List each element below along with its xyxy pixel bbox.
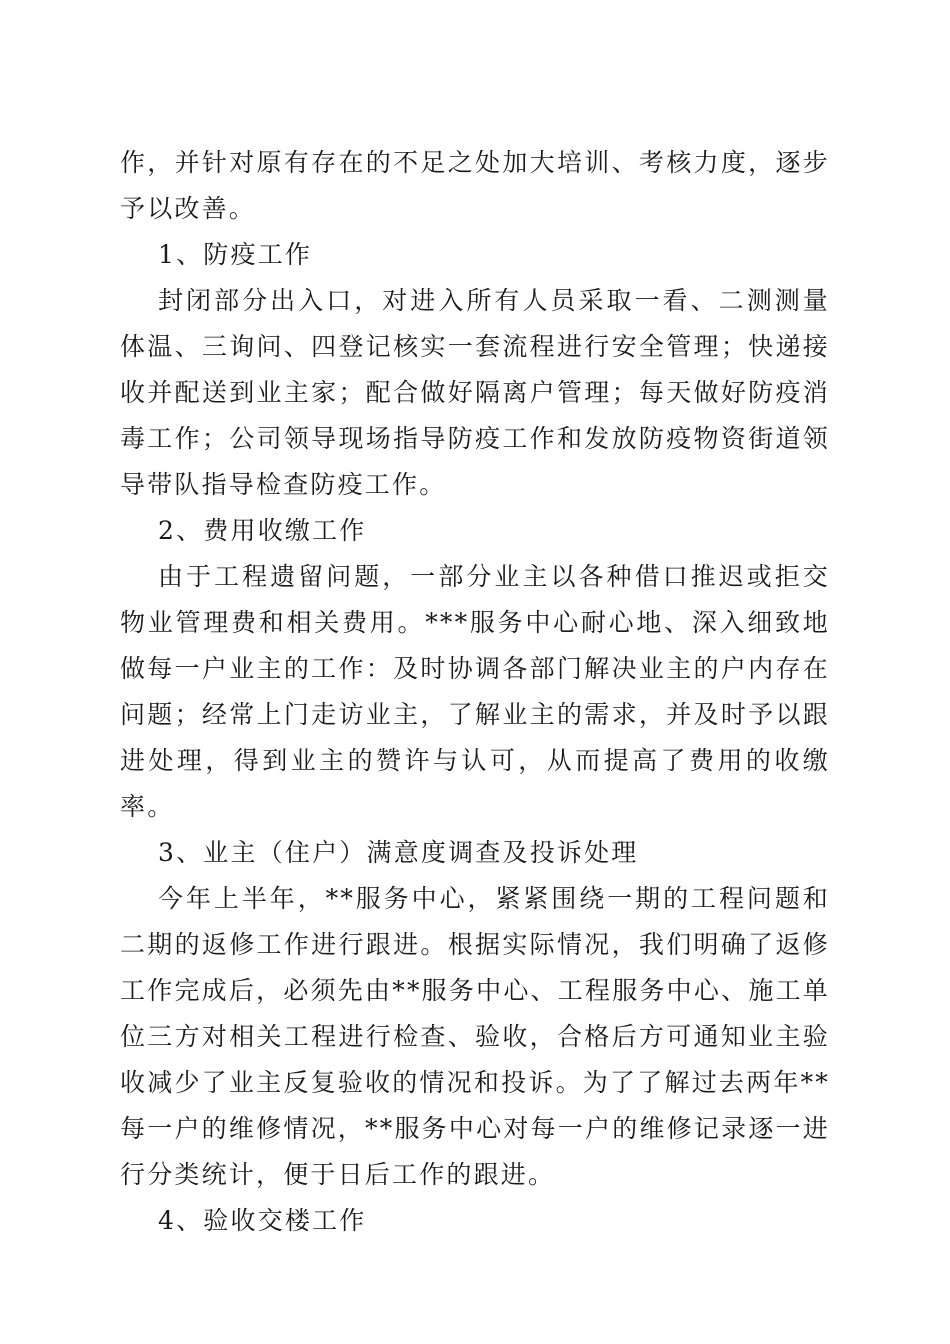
document-body (120, 140, 830, 1244)
section-heading-satisfaction-survey: 3、业主（住户）满意度调查及投诉处理 (158, 838, 639, 867)
paragraph-continuation: 作，并针对原有存在的不足之处加大培训、考核力度，逐步予以改善。 (120, 148, 830, 223)
paragraph-satisfaction-survey: 今年上半年，**服务中心，紧紧围绕一期的工程问题和二期的返修工作进行跟进。根据实际情况，我们明确了返修工作完成后，必须先由**服务中心、工程服务中心、施工单位三方对相关工程进行检查、验收，合格后方可通知业主验收减少了业主反复验收的情况和投诉。为了了解过去两年**每一户的维修情况，**服务中心对每一户的维修记录逐一进行分类统计，便于日后工作的跟进。 (120, 884, 830, 1189)
section-heading-epidemic-prevention: 1、防疫工作 (158, 240, 313, 269)
paragraph-fee-collection: 由于工程遗留问题，一部分业主以各种借口推迟或拒交物业管理费和相关费用。***服务中心耐心地、深入细致地做每一户业主的工作：及时协调各部门解决业主的户内存在问题；经常上门走访业主，了解业主的需求，并及时予以跟进处理，得到业主的赞许与认可，从而提高了费用的收缴率。 (120, 562, 830, 821)
section-heading-fee-collection: 2、费用收缴工作 (158, 516, 367, 545)
paragraph-epidemic-prevention: 封闭部分出入口，对进入所有人员采取一看、二测测量体温、三询问、四登记核实一套流程进行安全管理；快递接收并配送到业主家；配合做好隔离户管理；每天做好防疫消毒工作；公司领导现场指导防疫工作和发放防疫物资街道领导带队指导检查防疫工作。 (120, 286, 830, 499)
section-heading-handover-inspection: 4、验收交楼工作 (158, 1206, 367, 1235)
